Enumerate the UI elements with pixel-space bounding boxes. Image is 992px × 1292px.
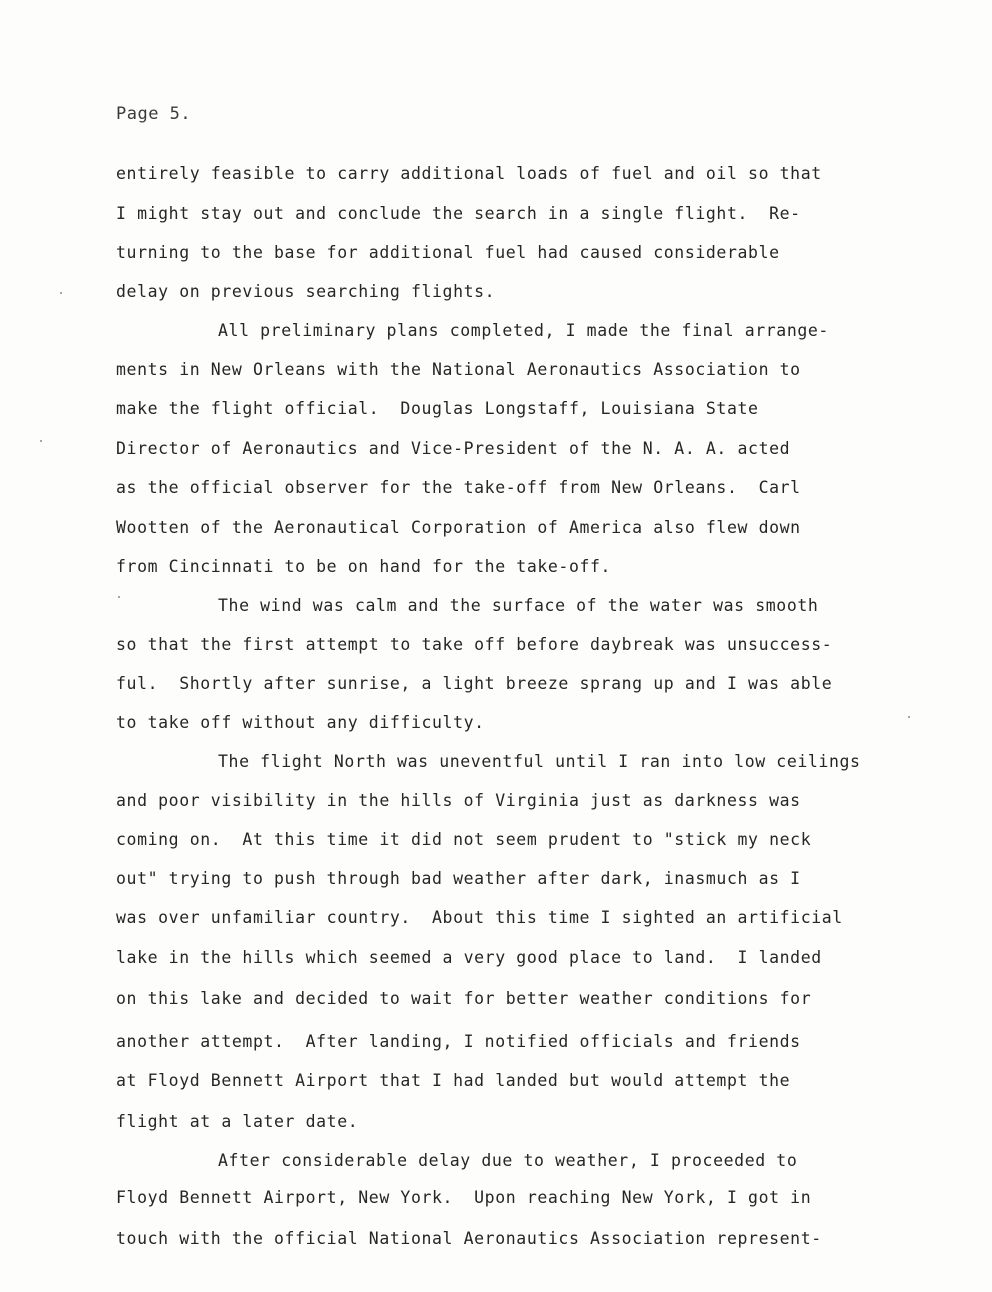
text-line: entirely feasible to carry additional loads of fuel and oil so that — [116, 164, 822, 183]
margin-speck — [118, 596, 120, 598]
text-line: Director of Aeronautics and Vice-President of the N. A. A. acted — [116, 439, 791, 458]
text-line: touch with the official National Aeronautics Association represent- — [116, 1229, 822, 1248]
text-line: on this lake and decided to wait for better weather conditions for — [116, 989, 812, 1008]
margin-speck — [908, 716, 910, 718]
paragraph-start-line: The wind was calm and the surface of the water was smooth — [218, 596, 819, 615]
text-line: ments in New Orleans with the National Aeronautics Association to — [116, 360, 801, 379]
text-line: and poor visibility in the hills of Virginia just as darkness was — [116, 791, 801, 810]
text-line: turning to the base for additional fuel had caused considerable — [116, 243, 780, 262]
paragraph-start-line: The flight North was uneventful until I ran into low ceilings — [218, 752, 861, 771]
margin-speck — [40, 440, 42, 442]
text-line: lake in the hills which seemed a very good place to land. I landed — [116, 948, 822, 967]
text-line: make the flight official. Douglas Longstaff, Louisiana State — [116, 399, 759, 418]
text-line: out" trying to push through bad weather after dark, inasmuch as I — [116, 869, 801, 888]
text-line: another attempt. After landing, I notified officials and friends — [116, 1032, 801, 1051]
text-line: Floyd Bennett Airport, New York. Upon reaching New York, I got in — [116, 1188, 812, 1207]
text-line: at Floyd Bennett Airport that I had landed but would attempt the — [116, 1071, 791, 1090]
text-line: to take off without any difficulty. — [116, 713, 485, 732]
text-line: coming on. At this time it did not seem prudent to "stick my neck — [116, 830, 812, 849]
text-line: I might stay out and conclude the search in a single flight. Re- — [116, 204, 801, 223]
text-line: as the official observer for the take-off from New Orleans. Carl — [116, 478, 801, 497]
text-line: so that the first attempt to take off before daybreak was unsuccess- — [116, 635, 833, 654]
paragraph-start-line: After considerable delay due to weather, I proceeded to — [218, 1151, 798, 1170]
text-line: ful. Shortly after sunrise, a light breeze sprang up and I was able — [116, 674, 833, 693]
page-number: Page 5. — [116, 104, 192, 124]
margin-speck — [60, 292, 62, 294]
text-line: Wootten of the Aeronautical Corporation of America also flew down — [116, 518, 801, 537]
text-line: flight at a later date. — [116, 1112, 359, 1131]
text-line: was over unfamiliar country. About this time I sighted an artificial — [116, 908, 843, 927]
text-line: delay on previous searching flights. — [116, 282, 496, 301]
paragraph-start-line: All preliminary plans completed, I made the final arrange- — [218, 321, 829, 340]
text-line: from Cincinnati to be on hand for the take-off. — [116, 557, 612, 576]
